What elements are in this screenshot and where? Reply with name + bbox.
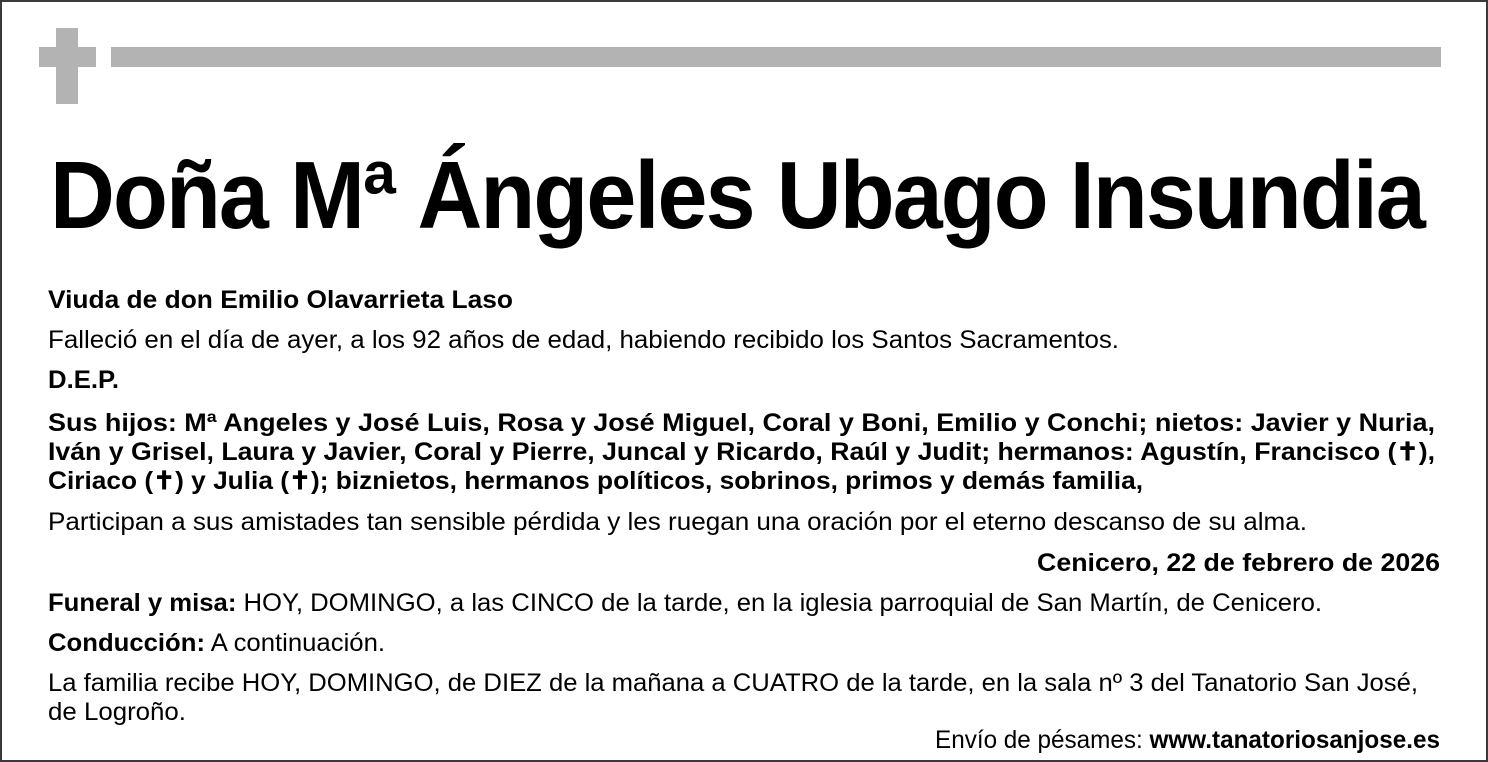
condolences-link[interactable]: www.tanatoriosanjose.es: [1149, 726, 1440, 754]
family-line-2: Iván y Grisel, Laura y Javier, Coral y Pierre, Juncal y Ricardo, Raúl y Judit; hermanos: Agustín, Francisco (✝),: [48, 438, 1435, 466]
cross-icon-arm: [39, 47, 96, 67]
death-info: Falleció en el día de ayer, a los 92 años de edad, habiendo recibido los Santos Sacramentos.: [48, 326, 1119, 354]
rip: D.E.P.: [48, 366, 120, 394]
header-rule: [111, 47, 1441, 67]
reception-line-2: de Logroño.: [48, 698, 186, 726]
family-line-3: Ciriaco (✝) y Julia (✝); biznietos, hermanos políticos, sobrinos, primos y demás familia,: [48, 467, 1143, 495]
request-text: Participan a sus amistades tan sensible pérdida y les ruegan una oración por el eterno descanso de su alma.: [48, 508, 1307, 536]
funeral-line: [48, 591, 1322, 616]
funeral-text: HOY, DOMINGO, a las CINCO de la tarde, en la iglesia parroquial de San Martín, de Cenicero.: [236, 589, 1323, 617]
reception-line-1: La familia recibe HOY, DOMINGO, de DIEZ de la mañana a CUATRO de la tarde, en la sala nº 3 del Tanatorio San José,: [48, 669, 1418, 697]
place-date: Cenicero, 22 de febrero de 2026: [1037, 549, 1440, 577]
funeral-label: Funeral y misa:: [48, 589, 237, 617]
condolences-label: Envío de pésames:: [935, 726, 1150, 754]
widow-of: Viuda de don Emilio Olavarrieta Laso: [48, 286, 513, 314]
conduction-label: Conducción:: [48, 629, 206, 657]
conduction-line: [48, 631, 385, 656]
conduction-text: A continuación.: [205, 629, 385, 657]
condolences-line: [935, 728, 1440, 753]
deceased-name: Doña Mª Ángeles Ubago Insundia: [50, 142, 1424, 249]
family-line-1: Sus hijos: Mª Angeles y José Luis, Rosa y José Miguel, Coral y Boni, Emilio y Conchi; nietos: Javier y Nuria,: [48, 409, 1435, 437]
